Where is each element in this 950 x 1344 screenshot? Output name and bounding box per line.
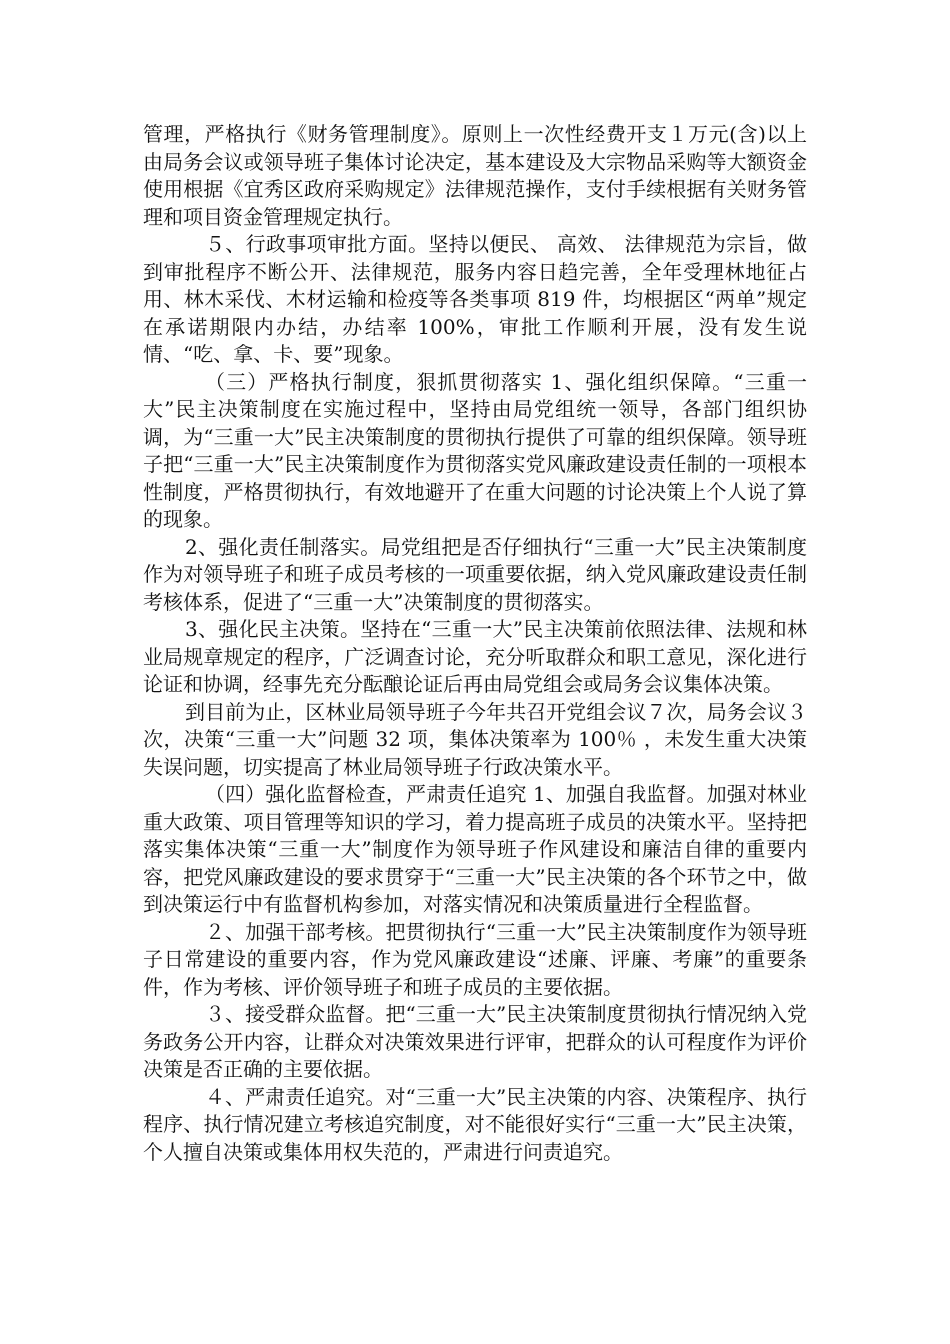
paragraph-section-four-supervision: （四）强化监督检查，严肃责任追究 1、加强自我监督。加强对林业重大政策、项目管理等知识的学习，着力提高班子成员的决策水平。坚持把落实集体决策“三重一大”制度作为领导班子作风建设和廉洁自律的重要内容，把党风廉政建设的要求贯穿于“三重一大”民主决策的各个环节之中，做到决策运行中有监督机构参加，对落实情况和决策质量进行全程监督。	[143, 782, 807, 916]
paragraph-finance-management: 管理，严格执行《财务管理制度》。原则上一次性经费开支１万元(含)以上由局务会议或领导班子集体讨论决定，基本建设及大宗物品采购等大额资金使用根据《宜秀区政府采购规定》法律规范操作，支付手续根据有关财务管理和项目资金管理规定执行。	[143, 122, 807, 229]
paragraph-meeting-statistics: 到目前为止，区林业局领导班子今年共召开党组会议７次，局务会议３次，决策“三重一大”问题 32 项，集体决策率为 100％ ，未发生重大决策失误问题，切实提高了林业局领导班子行政决策水平。	[143, 699, 807, 779]
paragraph-responsibility-system: 2、强化责任制落实。局党组把是否仔细执行“三重一大”民主决策制度作为对领导班子和班子成员考核的一项重要依据，纳入党风廉政建设责任制考核体系，促进了“三重一大”决策制度的贯彻落实。	[143, 534, 807, 614]
paragraph-cadre-assessment: ２、加强干部考核。把贯彻执行“三重一大”民主决策制度作为领导班子日常建设的重要内容，作为党风廉政建设“述廉、评廉、考廉”的重要条件，作为考核、评价领导班子和班子成员的主要依据。	[143, 919, 807, 999]
paragraph-administrative-approval: ５、行政事项审批方面。坚持以便民、 高效、 法律规范为宗旨，做到审批程序不断公开、法律规范，服务内容日趋完善，全年受理林地征占用、林木采伐、木材运输和检疫等各类事项 819 件，均根据区“两单”规定在承诺期限内办结，办结率 100%，审批工作顺利开展，没有发生说情、“吃、拿、卡、要”现象。	[143, 232, 807, 366]
paragraph-section-three-organization: （三）严格执行制度，狠抓贯彻落实 1、强化组织保障。“三重一大”民主决策制度在实施过程中，坚持由局党组统一领导，各部门组织协调，为“三重一大”民主决策制度的贯彻执行提供了可靠的组织保障。领导班子把“三重一大”民主决策制度作为贯彻落实党风廉政建设责任制的一项根本性制度，严格贯彻执行，有效地避开了在重大问题的讨论决策上个人说了算的现象。	[143, 369, 807, 531]
paragraph-accountability: ４、严肃责任追究。对“三重一大”民主决策的内容、决策程序、执行程序、执行情况建立考核追究制度，对不能很好实行“三重一大”民主决策，个人擅自决策或集体用权失范的，严肃进行问责追究。	[143, 1084, 807, 1164]
paragraph-democratic-decision: 3、强化民主决策。坚持在“三重一大”民主决策前依照法律、法规和林业局规章规定的程序，广泛调查讨论，充分听取群众和职工意见，深化进行论证和协调，经事先充分酝酿论证后再由局党组会或局务会议集体决策。	[143, 617, 807, 696]
document-body	[143, 121, 807, 1166]
paragraph-public-supervision: ３、接受群众监督。把“三重一大”民主决策制度贯彻执行情况纳入党务政务公开内容，让群众对决策效果进行评审，把群众的认可程度作为评价决策是否正确的主要依据。	[143, 1002, 807, 1081]
